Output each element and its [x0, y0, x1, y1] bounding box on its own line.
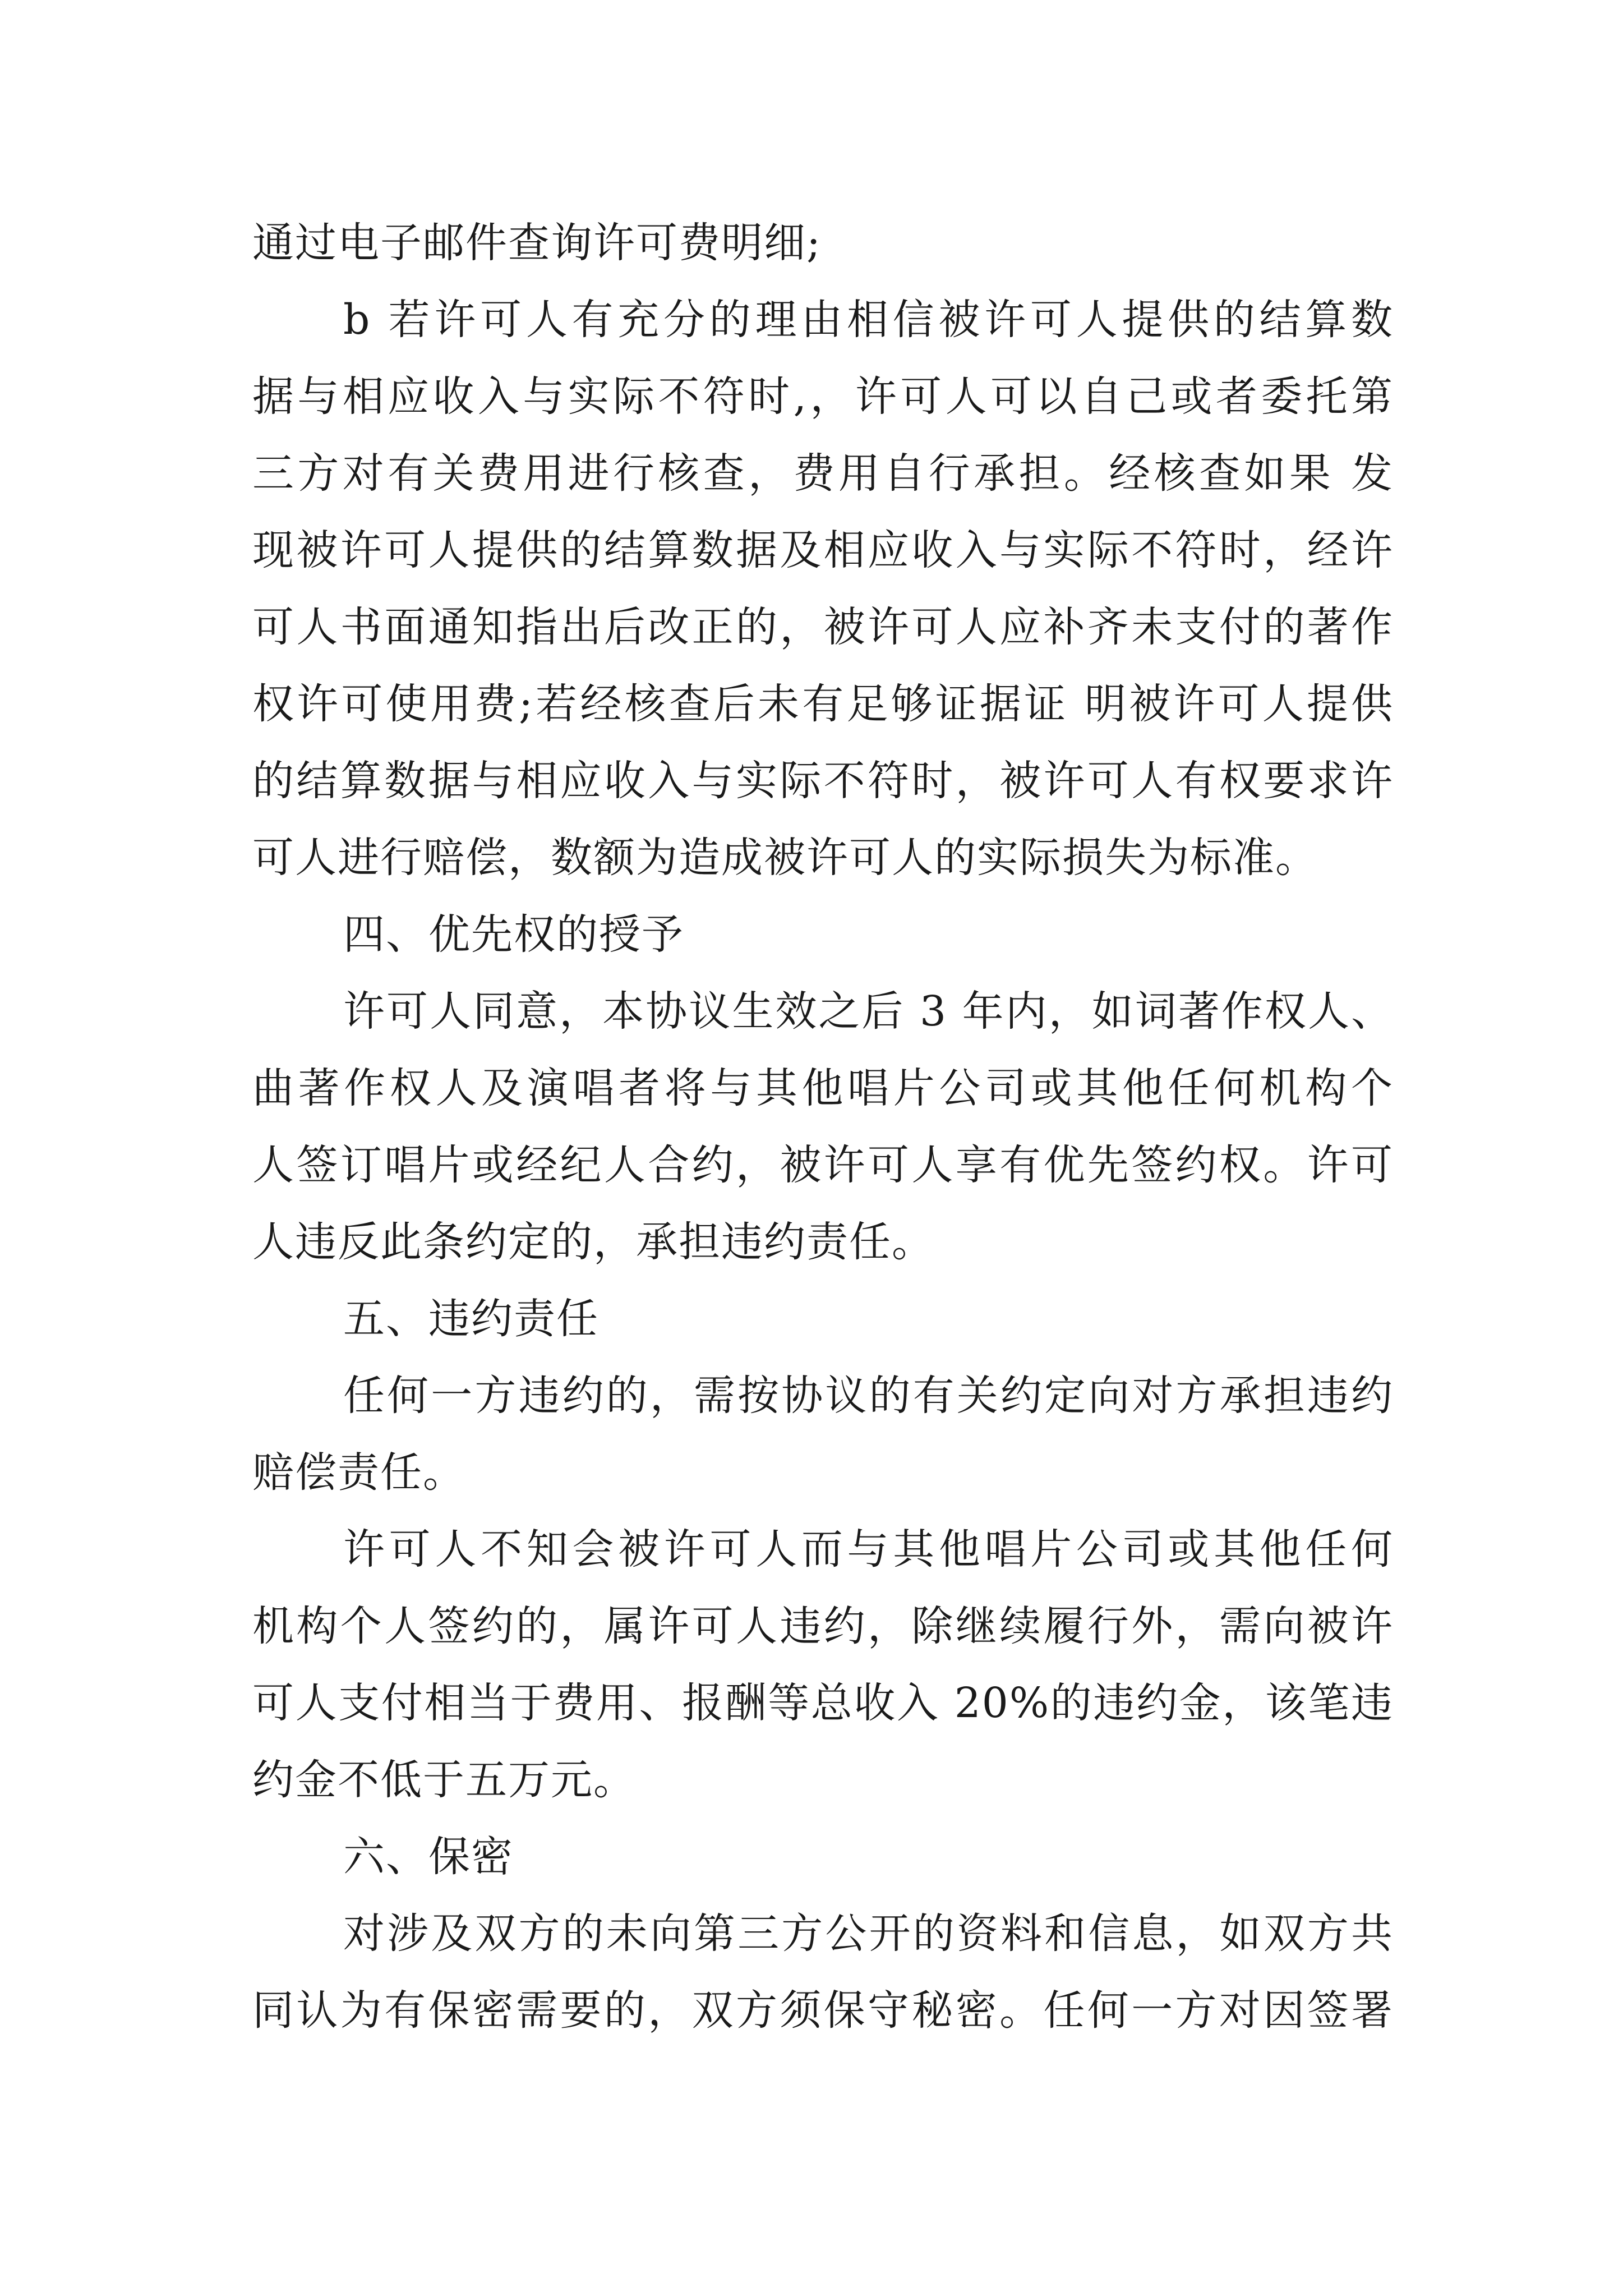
text-line: 机构个人签约的，属许可人违约，除继续履行外，需向被许	[252, 1602, 1394, 1650]
text-line: 曲著作权人及演唱者将与其他唱片公司或其他任何机构个	[252, 1064, 1394, 1112]
text-line: 任何一方违约的，需按协议的有关约定向对方承担违约	[343, 1372, 1394, 1420]
text-line: 三方对有关费用进行核查，费用自行承担。经核查如果 发	[252, 449, 1394, 498]
section-heading: 六、保密	[343, 1833, 514, 1881]
document-body	[252, 205, 1394, 2049]
text-line: 可人书面通知指出后改正的，被许可人应补齐未支付的著作	[252, 603, 1394, 651]
text-line: 可人支付相当于费用、报酬等总收入 20%的违约金，该笔违	[252, 1679, 1394, 1727]
text-line: 对涉及双方的未向第三方公开的资料和信息，如双方共	[343, 1910, 1394, 1958]
section-heading: 四、优先权的授予	[343, 910, 684, 959]
text-line: 约金不低于五万元。	[252, 1756, 636, 1804]
text-line: 人签订唱片或经纪人合约，被许可人享有优先签约权。许可	[252, 1141, 1394, 1189]
text-line: 赔偿责任。	[252, 1448, 465, 1497]
text-line: 人违反此条约定的，承担违约责任。	[252, 1218, 934, 1266]
text-line: 通过电子邮件查询许可费明细;	[252, 219, 822, 267]
text-line: 据与相应收入与实际不符时,，许可人可以自己或者委托第	[252, 372, 1394, 421]
section-heading: 五、违约责任	[343, 1295, 599, 1343]
text-line: 权许可使用费;若经核查后未有足够证据证 明被许可人提供	[252, 680, 1394, 728]
text-line: 许可人同意，本协议生效之后 3 年内，如词著作权人、	[343, 987, 1394, 1036]
text-line: 可人进行赔偿，数额为造成被许可人的实际损失为标准。	[252, 834, 1318, 882]
text-line: 同认为有保密需要的，双方须保守秘密。任何一方对因签署	[252, 1986, 1394, 2035]
text-line: b 若许可人有充分的理由相信被许可人提供的结算数	[343, 296, 1394, 344]
text-line: 许可人不知会被许可人而与其他唱片公司或其他任何	[343, 1525, 1394, 1573]
text-line: 现被许可人提供的结算数据及相应收入与实际不符时，经许	[252, 526, 1394, 574]
text-line: 的结算数据与相应收入与实际不符时，被许可人有权要求许	[252, 757, 1394, 805]
